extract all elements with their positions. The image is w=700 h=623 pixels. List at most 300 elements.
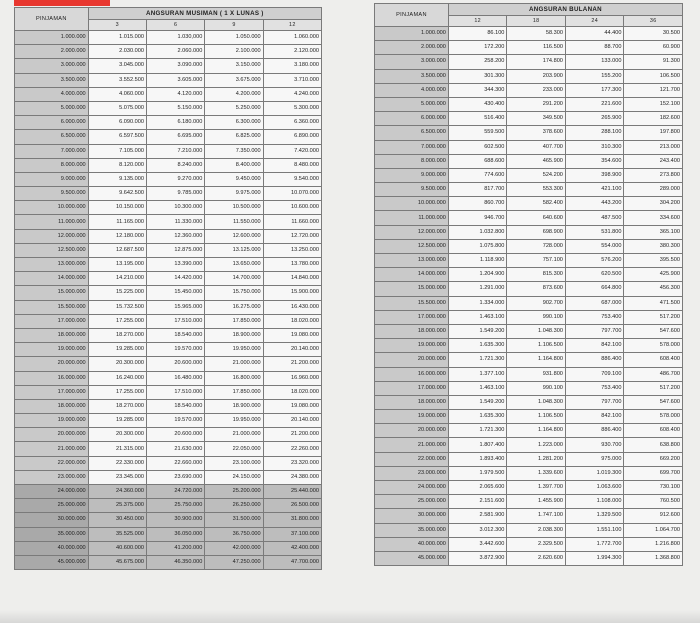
installment-cell: 443.200 (565, 197, 624, 211)
installment-cell: 1.118.900 (448, 254, 507, 268)
table-row (375, 168, 683, 182)
installment-cell: 17.510.000 (147, 385, 205, 399)
loan-amount-cell: 12.000.000 (375, 225, 449, 239)
table-row (15, 187, 322, 201)
loan-amount-cell: 3.500.000 (375, 69, 449, 83)
loan-amount-cell: 8.000.000 (375, 154, 449, 168)
installment-cell: 1.463.100 (448, 381, 507, 395)
installment-cell: 4.120.000 (147, 87, 205, 101)
loan-amount-cell: 13.000.000 (15, 258, 89, 272)
table-row (375, 410, 683, 424)
installment-cell: 16.240.000 (88, 371, 146, 385)
installment-cell: 24.150.000 (205, 470, 263, 484)
installment-cell: 36.050.000 (147, 527, 205, 541)
installment-cell: 421.100 (565, 183, 624, 197)
installment-cell: 1.377.100 (448, 367, 507, 381)
loan-amount-cell: 40.000.000 (15, 541, 89, 555)
installment-cell: 2.329.500 (507, 537, 566, 551)
table-row (375, 495, 683, 509)
installment-cell: 21.000.000 (205, 357, 263, 371)
installment-cell: 11.550.000 (205, 215, 263, 229)
installment-cell: 22.660.000 (147, 456, 205, 470)
installment-cell: 378.600 (507, 126, 566, 140)
installment-cell: 13.195.000 (88, 258, 146, 272)
installment-cell: 25.750.000 (147, 499, 205, 513)
installment-cell: 2.120.000 (263, 45, 321, 59)
loan-amount-cell: 18.000.000 (15, 399, 89, 413)
table-row (15, 414, 322, 428)
table-row (375, 296, 683, 310)
table-row (15, 45, 322, 59)
installment-cell: 17.510.000 (147, 314, 205, 328)
installment-cell: 1.050.000 (205, 31, 263, 45)
installment-cell: 20.300.000 (88, 357, 146, 371)
table-row (375, 41, 683, 55)
installment-cell: 14.210.000 (88, 272, 146, 286)
installment-cell: 14.700.000 (205, 272, 263, 286)
installment-cell: 16.800.000 (205, 371, 263, 385)
installment-cell: 471.500 (624, 296, 683, 310)
installment-cell: 12.687.500 (88, 243, 146, 257)
installment-cell: 13.390.000 (147, 258, 205, 272)
loan-amount-cell: 22.000.000 (15, 456, 89, 470)
installment-cell: 40.600.000 (88, 541, 146, 555)
table-row (375, 438, 683, 452)
loan-amount-cell: 3.500.000 (15, 73, 89, 87)
installment-cell: 42.000.000 (205, 541, 263, 555)
installment-cell: 20.600.000 (147, 357, 205, 371)
installment-cell: 1.291.000 (448, 282, 507, 296)
installment-cell: 5.300.000 (263, 101, 321, 115)
installment-cell: 2.620.600 (507, 551, 566, 565)
installment-cell: 1.216.800 (624, 537, 683, 551)
installment-cell: 930.700 (565, 438, 624, 452)
loan-amount-cell: 19.000.000 (15, 414, 89, 428)
installment-cell: 6.180.000 (147, 116, 205, 130)
installment-cell: 5.250.000 (205, 101, 263, 115)
table-row (15, 258, 322, 272)
installment-cell: 18.540.000 (147, 399, 205, 413)
installment-cell: 688.600 (448, 154, 507, 168)
installment-cell: 578.000 (624, 339, 683, 353)
installment-cell: 301.300 (448, 69, 507, 83)
loan-amount-cell: 6.000.000 (375, 112, 449, 126)
installment-cell: 547.600 (624, 324, 683, 338)
table-row (375, 353, 683, 367)
loan-amount-cell: 30.000.000 (15, 513, 89, 527)
installment-cell: 11.330.000 (147, 215, 205, 229)
table-row (375, 197, 683, 211)
monthly-table-title: ANGSURAN BULANAN (448, 4, 682, 16)
table-row (15, 499, 322, 513)
installment-cell: 172.200 (448, 41, 507, 55)
installment-cell: 6.695.000 (147, 130, 205, 144)
installment-cell: 174.800 (507, 55, 566, 69)
table-row (375, 254, 683, 268)
table-row (15, 527, 322, 541)
installment-cell: 8.240.000 (147, 158, 205, 172)
installment-cell: 10.500.000 (205, 201, 263, 215)
installment-cell: 7.420.000 (263, 144, 321, 158)
table-row (375, 339, 683, 353)
installment-cell: 873.600 (507, 282, 566, 296)
installment-cell: 291.200 (507, 97, 566, 111)
loan-amount-cell: 9.500.000 (15, 187, 89, 201)
installment-cell: 465.900 (507, 154, 566, 168)
table-row (15, 470, 322, 484)
loan-amount-cell: 18.000.000 (15, 328, 89, 342)
loan-amount-cell: 3.000.000 (15, 59, 89, 73)
installment-cell: 3.180.000 (263, 59, 321, 73)
table-row (375, 55, 683, 69)
red-header-tab (14, 0, 110, 6)
installment-cell: 11.165.000 (88, 215, 146, 229)
installment-cell: 1.060.000 (263, 31, 321, 45)
installment-cell: 3.605.000 (147, 73, 205, 87)
installment-cell: 2.038.300 (507, 523, 566, 537)
installment-cell: 753.400 (565, 381, 624, 395)
installment-cell: 1.064.700 (624, 523, 683, 537)
installment-cell: 407.700 (507, 140, 566, 154)
loan-amount-cell: 45.000.000 (375, 551, 449, 565)
table-row (375, 268, 683, 282)
loan-amount-cell: 17.000.000 (15, 314, 89, 328)
installment-cell: 4.060.000 (88, 87, 146, 101)
table-row (15, 59, 322, 73)
table-row (375, 324, 683, 338)
installment-cell: 1.048.300 (507, 324, 566, 338)
installment-cell: 17.255.000 (88, 314, 146, 328)
installment-cell: 26.500.000 (263, 499, 321, 513)
loan-amount-cell: 24.000.000 (15, 485, 89, 499)
loan-amount-cell: 3.000.000 (375, 55, 449, 69)
monthly-installment-table (374, 3, 683, 566)
installment-cell: 554.000 (565, 239, 624, 253)
installment-cell: 1.368.800 (624, 551, 683, 565)
installment-cell: 9.975.000 (205, 187, 263, 201)
installment-cell: 728.000 (507, 239, 566, 253)
installment-cell: 6.360.000 (263, 116, 321, 130)
installment-cell: 18.020.000 (263, 314, 321, 328)
installment-cell: 23.345.000 (88, 470, 146, 484)
column-header: 9 (205, 20, 263, 31)
table-row (375, 424, 683, 438)
loan-amount-cell: 22.000.000 (375, 452, 449, 466)
installment-cell: 1.721.300 (448, 353, 507, 367)
installment-cell: 12.600.000 (205, 229, 263, 243)
installment-cell: 608.400 (624, 424, 683, 438)
installment-cell: 1.747.100 (507, 509, 566, 523)
installment-cell: 243.400 (624, 154, 683, 168)
installment-cell: 9.135.000 (88, 172, 146, 186)
table-row (15, 456, 322, 470)
table-row (375, 140, 683, 154)
table-row (15, 101, 322, 115)
installment-cell: 35.525.000 (88, 527, 146, 541)
installment-cell: 531.800 (565, 225, 624, 239)
installment-cell: 1.223.000 (507, 438, 566, 452)
table-row (375, 509, 683, 523)
table-row (15, 201, 322, 215)
loan-amount-cell: 15.000.000 (375, 282, 449, 296)
loan-amount-cell: 24.000.000 (375, 481, 449, 495)
installment-cell: 21.630.000 (147, 442, 205, 456)
installment-cell: 19.080.000 (263, 399, 321, 413)
installment-cell: 25.200.000 (205, 485, 263, 499)
installment-cell: 1.015.000 (88, 31, 146, 45)
loan-amount-cell: 35.000.000 (15, 527, 89, 541)
column-header: 24 (565, 16, 624, 27)
installment-cell: 2.065.600 (448, 481, 507, 495)
installment-cell: 842.100 (565, 339, 624, 353)
installment-cell: 344.300 (448, 83, 507, 97)
loan-amount-cell: 20.000.000 (15, 357, 89, 371)
installment-cell: 47.700.000 (263, 555, 321, 569)
installment-cell: 4.240.000 (263, 87, 321, 101)
installment-cell: 46.350.000 (147, 555, 205, 569)
column-header: 18 (507, 16, 566, 27)
installment-cell: 8.480.000 (263, 158, 321, 172)
installment-cell: 155.200 (565, 69, 624, 83)
installment-cell: 517.200 (624, 310, 683, 324)
loan-amount-cell: 17.000.000 (15, 385, 89, 399)
installment-cell: 6.597.500 (88, 130, 146, 144)
installment-cell: 121.700 (624, 83, 683, 97)
installment-cell: 9.642.500 (88, 187, 146, 201)
installment-cell: 946.700 (448, 211, 507, 225)
table-row (15, 215, 322, 229)
table-row (15, 73, 322, 87)
installment-cell: 10.300.000 (147, 201, 205, 215)
installment-cell: 197.800 (624, 126, 683, 140)
installment-cell: 10.150.000 (88, 201, 146, 215)
installment-cell: 395.500 (624, 254, 683, 268)
installment-cell: 1.048.300 (507, 395, 566, 409)
table-row (375, 69, 683, 83)
loan-amount-cell: 23.000.000 (375, 466, 449, 480)
installment-cell: 42.400.000 (263, 541, 321, 555)
installment-cell: 15.900.000 (263, 286, 321, 300)
installment-cell: 19.950.000 (205, 414, 263, 428)
installment-cell: 349.500 (507, 112, 566, 126)
loan-amount-cell: 2.000.000 (15, 45, 89, 59)
installment-cell: 817.700 (448, 183, 507, 197)
table-row (15, 87, 322, 101)
installment-cell: 640.600 (507, 211, 566, 225)
monthly-table-body (375, 27, 683, 566)
table-row (15, 31, 322, 45)
table-row (15, 116, 322, 130)
installment-cell: 18.020.000 (263, 385, 321, 399)
installment-cell: 578.000 (624, 410, 683, 424)
table-row (15, 286, 322, 300)
installment-cell: 10.070.000 (263, 187, 321, 201)
table-row (15, 428, 322, 442)
loan-amount-cell: 4.000.000 (15, 87, 89, 101)
installment-cell: 16.480.000 (147, 371, 205, 385)
loan-amount-cell: 30.000.000 (375, 509, 449, 523)
installment-cell: 886.400 (565, 353, 624, 367)
installment-cell: 86.100 (448, 27, 507, 41)
installment-cell: 1.106.500 (507, 410, 566, 424)
installment-cell: 13.780.000 (263, 258, 321, 272)
installment-cell: 1.281.200 (507, 452, 566, 466)
installment-cell: 524.200 (507, 168, 566, 182)
installment-cell: 20.300.000 (88, 428, 146, 442)
installment-cell: 1.329.500 (565, 509, 624, 523)
installment-cell: 258.200 (448, 55, 507, 69)
installment-cell: 288.100 (565, 126, 624, 140)
installment-cell: 931.800 (507, 367, 566, 381)
column-header: 12 (263, 20, 321, 31)
installment-cell: 730.100 (624, 481, 683, 495)
loan-amount-cell: 45.000.000 (15, 555, 89, 569)
installment-cell: 133.000 (565, 55, 624, 69)
loan-amount-cell: 9.000.000 (15, 172, 89, 186)
installment-cell: 17.255.000 (88, 385, 146, 399)
loan-amount-cell: 8.000.000 (15, 158, 89, 172)
installment-cell: 7.210.000 (147, 144, 205, 158)
loan-amount-cell: 17.000.000 (375, 381, 449, 395)
installment-cell: 273.800 (624, 168, 683, 182)
installment-cell: 687.000 (565, 296, 624, 310)
installment-cell: 16.275.000 (205, 300, 263, 314)
installment-cell: 2.151.600 (448, 495, 507, 509)
installment-cell: 116.500 (507, 41, 566, 55)
table-row (15, 144, 322, 158)
installment-cell: 30.450.000 (88, 513, 146, 527)
installment-cell: 760.500 (624, 495, 683, 509)
installment-cell: 990.100 (507, 381, 566, 395)
loan-amount-cell: 1.000.000 (15, 31, 89, 45)
installment-cell: 1.893.400 (448, 452, 507, 466)
installment-cell: 58.300 (507, 27, 566, 41)
loan-amount-cell: 21.000.000 (15, 442, 89, 456)
table-row (375, 481, 683, 495)
loan-amount-cell: 5.000.000 (15, 101, 89, 115)
loan-amount-cell: 20.000.000 (375, 353, 449, 367)
installment-cell: 797.700 (565, 324, 624, 338)
loan-amount-cell: 6.500.000 (15, 130, 89, 144)
installment-cell: 517.200 (624, 381, 683, 395)
installment-cell: 1.334.000 (448, 296, 507, 310)
installment-cell: 304.200 (624, 197, 683, 211)
table-row (375, 239, 683, 253)
table-row (15, 513, 322, 527)
installment-cell: 19.285.000 (88, 414, 146, 428)
installment-cell: 5.150.000 (147, 101, 205, 115)
installment-cell: 91.300 (624, 55, 683, 69)
installment-cell: 12.180.000 (88, 229, 146, 243)
installment-cell: 1.772.700 (565, 537, 624, 551)
installment-cell: 19.570.000 (147, 414, 205, 428)
installment-cell: 26.250.000 (205, 499, 263, 513)
installment-cell: 36.750.000 (205, 527, 263, 541)
table-row (15, 272, 322, 286)
installment-cell: 2.581.900 (448, 509, 507, 523)
installment-cell: 815.300 (507, 268, 566, 282)
table-row (15, 229, 322, 243)
installment-cell: 88.700 (565, 41, 624, 55)
installment-cell: 265.900 (565, 112, 624, 126)
installment-cell: 12.875.000 (147, 243, 205, 257)
table-row (15, 172, 322, 186)
loan-amount-cell: 40.000.000 (375, 537, 449, 551)
table-row (375, 126, 683, 140)
installment-cell: 3.442.600 (448, 537, 507, 551)
loan-amount-cell: 1.000.000 (375, 27, 449, 41)
installment-cell: 990.100 (507, 310, 566, 324)
installment-cell: 18.270.000 (88, 399, 146, 413)
table-row (375, 395, 683, 409)
loan-amount-cell: 6.000.000 (15, 116, 89, 130)
installment-cell: 15.750.000 (205, 286, 263, 300)
installment-cell: 354.600 (565, 154, 624, 168)
installment-cell: 19.080.000 (263, 328, 321, 342)
installment-cell: 13.250.000 (263, 243, 321, 257)
installment-cell: 553.300 (507, 183, 566, 197)
installment-cell: 23.690.000 (147, 470, 205, 484)
loan-amount-cell: 14.000.000 (375, 268, 449, 282)
loan-amount-cell: 25.000.000 (15, 499, 89, 513)
installment-cell: 698.900 (507, 225, 566, 239)
table-row (375, 27, 683, 41)
installment-cell: 6.890.000 (263, 130, 321, 144)
table-row (15, 357, 322, 371)
table-row (375, 282, 683, 296)
installment-cell: 1.721.300 (448, 424, 507, 438)
loan-amount-cell: 15.500.000 (375, 296, 449, 310)
installment-cell: 797.700 (565, 395, 624, 409)
installment-cell: 1.164.800 (507, 424, 566, 438)
installment-cell: 3.552.500 (88, 73, 146, 87)
installment-cell: 24.380.000 (263, 470, 321, 484)
seasonal-table-title: ANGSURAN MUSIMAN ( 1 X LUNAS ) (88, 8, 321, 20)
installment-cell: 31.500.000 (205, 513, 263, 527)
installment-cell: 17.850.000 (205, 385, 263, 399)
installment-cell: 1.019.300 (565, 466, 624, 480)
installment-cell: 22.330.000 (88, 456, 146, 470)
installment-cell: 310.300 (565, 140, 624, 154)
installment-cell: 9.270.000 (147, 172, 205, 186)
loan-amount-cell: 10.000.000 (15, 201, 89, 215)
installment-cell: 1.549.200 (448, 395, 507, 409)
installment-cell: 203.900 (507, 69, 566, 83)
loan-amount-cell: 15.000.000 (15, 286, 89, 300)
table-row (15, 343, 322, 357)
installment-cell: 106.500 (624, 69, 683, 83)
installment-cell: 22.050.000 (205, 442, 263, 456)
installment-cell: 15.965.000 (147, 300, 205, 314)
installment-cell: 15.450.000 (147, 286, 205, 300)
installment-cell: 24.720.000 (147, 485, 205, 499)
installment-cell: 547.600 (624, 395, 683, 409)
installment-cell: 23.100.000 (205, 456, 263, 470)
loan-amount-cell: 12.000.000 (15, 229, 89, 243)
table-row (375, 452, 683, 466)
installment-cell: 975.000 (565, 452, 624, 466)
loan-amount-cell: 18.000.000 (375, 395, 449, 409)
loan-amount-cell: 20.000.000 (15, 428, 89, 442)
installment-cell: 842.100 (565, 410, 624, 424)
installment-cell: 3.012.300 (448, 523, 507, 537)
installment-cell: 20.140.000 (263, 343, 321, 357)
installment-cell: 425.900 (624, 268, 683, 282)
installment-cell: 16.430.000 (263, 300, 321, 314)
installment-cell: 21.200.000 (263, 428, 321, 442)
loan-amount-cell: 13.000.000 (375, 254, 449, 268)
installment-cell: 1.164.800 (507, 353, 566, 367)
